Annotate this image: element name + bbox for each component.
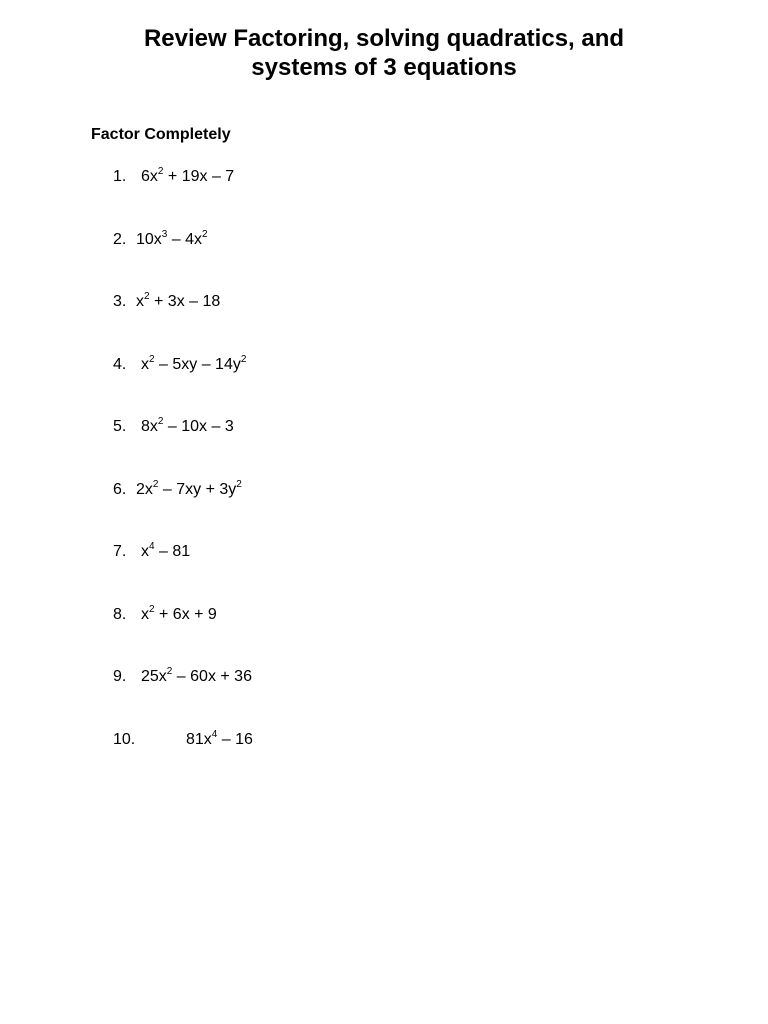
- problem-item: [113, 605, 217, 624]
- problem-item: [113, 417, 234, 436]
- problem-item: [113, 730, 253, 749]
- expression-text: – 81: [154, 543, 191, 560]
- exponent: 4: [149, 540, 155, 552]
- problem-number: 5.: [113, 418, 127, 435]
- problem-expression: [141, 603, 217, 623]
- expression-text: – 16: [217, 731, 253, 748]
- problem-number: 4.: [113, 356, 127, 373]
- exponent: 2: [202, 228, 208, 240]
- expression-text: + 19x – 7: [163, 168, 235, 185]
- problem-expression: [186, 728, 253, 748]
- expression-text: 10x: [136, 231, 162, 248]
- expression-text: 6x: [141, 168, 158, 185]
- expression-text: – 5xy – 14y: [154, 356, 241, 373]
- exponent: 2: [149, 353, 155, 365]
- expression-text: 81x: [186, 731, 212, 748]
- expression-text: 8x: [141, 418, 158, 435]
- problem-item: [113, 667, 252, 686]
- problem-item: [113, 230, 208, 249]
- problem-number: 6.: [113, 481, 127, 498]
- problem-item: [113, 542, 190, 561]
- problem-number: 10.: [113, 731, 136, 748]
- exponent: 3: [161, 228, 168, 240]
- expression-text: 2x: [136, 481, 153, 498]
- exponent: 2: [236, 478, 242, 490]
- exponent: 4: [211, 728, 218, 740]
- exponent: 2: [157, 415, 164, 427]
- problem-number: 3.: [113, 293, 127, 310]
- exponent: 2: [157, 165, 164, 177]
- expression-text: 25x: [141, 668, 167, 685]
- expression-text: + 3x – 18: [149, 293, 221, 310]
- problem-item: [113, 355, 246, 374]
- title-line-1: Review Factoring, solving quadratics, and: [143, 25, 625, 52]
- problem-item: [113, 292, 220, 311]
- exponent: 2: [166, 665, 173, 677]
- expression-text: x: [141, 606, 149, 623]
- exponent: 2: [152, 478, 159, 490]
- problem-number: 1.: [113, 168, 127, 185]
- problem-expression: [141, 415, 234, 435]
- section-heading: Factor Completely: [91, 126, 231, 143]
- problem-number: 7.: [113, 543, 127, 560]
- expression-text: – 4x: [167, 231, 203, 248]
- page-title: [0, 24, 768, 82]
- problem-item: [113, 480, 242, 499]
- problem-item: [113, 167, 234, 186]
- title-line-2: systems of 3 equations: [251, 54, 517, 81]
- problem-expression: [136, 290, 221, 310]
- expression-text: – 7xy + 3y: [158, 481, 237, 498]
- problem-expression: [136, 228, 208, 248]
- problem-expression: [141, 353, 247, 373]
- expression-text: + 6x + 9: [154, 606, 217, 623]
- problem-number: 8.: [113, 606, 127, 623]
- expression-text: – 60x + 36: [172, 668, 252, 685]
- exponent: 2: [144, 290, 150, 302]
- problem-number: 2.: [113, 231, 127, 248]
- expression-text: x: [141, 543, 149, 560]
- problem-expression: [136, 478, 242, 498]
- problem-expression: [141, 540, 191, 560]
- problem-expression: [141, 165, 235, 185]
- expression-text: x: [141, 356, 149, 373]
- problem-expression: [141, 665, 252, 685]
- expression-text: – 10x – 3: [163, 418, 234, 435]
- exponent: 2: [149, 603, 155, 615]
- expression-text: x: [136, 293, 144, 310]
- exponent: 2: [240, 353, 247, 365]
- problem-number: 9.: [113, 668, 127, 685]
